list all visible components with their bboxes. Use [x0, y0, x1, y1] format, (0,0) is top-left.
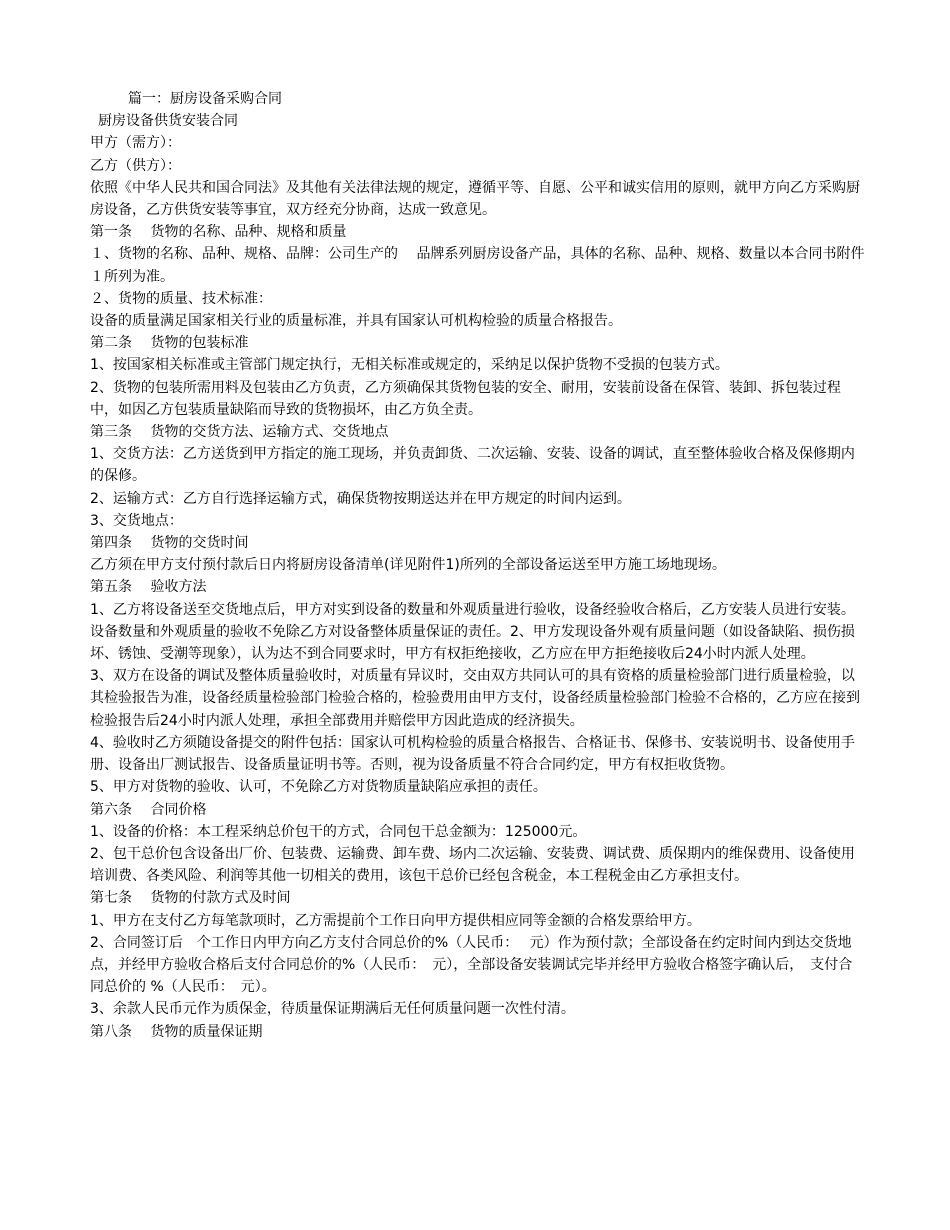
- article-6-clause-1: 1、设备的价格：本工程采纳总价包干的方式，合同包干总金额为：125000元。: [90, 823, 587, 840]
- article-5-clause-1-2: 1、乙方将设备送至交货地点后，甲方对实到设备的数量和外观质量进行验收，设备经验收合格后，乙方安装人员进行安装。设备数量和外观质量的验收不免除乙方对设备整体质量保证的责任。2、甲方发现设备外观有质量问题（如设备缺陷、损伤损坏、锈蚀、受潮等现象），认为达不到合同要求时，甲方有权拒绝接收，乙方应在甲方拒绝接收后24小时内派人处理。: [90, 601, 855, 663]
- document-title: 篇一：厨房设备采购合同: [128, 91, 282, 107]
- article-4-heading: 第四条 货物的交货时间: [90, 535, 249, 552]
- article-8-heading: 第八条 货物的质量保证期: [90, 1023, 263, 1040]
- article-5-clause-4: 4、验收时乙方须随设备提交的附件包括：国家认可机构检验的质量合格报告、合格证书、保修书、安装说明书、设备使用手册、设备出厂测试报告、设备质量证明书等。否则，视为设备质量不符合合同约定，甲方有权拒收货物。: [90, 734, 855, 774]
- article-6-heading: 第六条 合同价格: [90, 801, 207, 818]
- article-2-heading: 第二条 货物的包装标准: [90, 335, 249, 352]
- article-6-clause-2: 2、包干总价包含设备出厂价、包装费、运输费、卸车费、场内二次运输、安装费、调试费、质保期内的维保费用、设备使用培训费、各类风险、利润等其他一切相关的费用，该包干总价已经包含税金，本工程税金由乙方承担支付。: [90, 845, 855, 885]
- article-7-clause-1: 1、甲方在支付乙方每笔款项时，乙方需提前个工作日向甲方提供相应同等金额的合格发票给甲方。: [90, 912, 701, 929]
- article-1-heading: 第一条 货物的名称、品种、规格和质量: [90, 224, 347, 241]
- party-b-line: 乙方（供方）：: [90, 157, 181, 174]
- article-3-heading: 第三条 货物的交货方法、运输方式、交货地点: [90, 424, 389, 441]
- party-a-line: 甲方（需方）：: [90, 135, 181, 152]
- article-2-clause-1: 1、按国家相关标准或主管部门规定执行，无相关标准或规定的，采纳足以保护货物不受损的包装方式。: [90, 357, 729, 374]
- article-5-heading: 第五条 验收方法: [90, 579, 207, 596]
- preamble: 依照《中华人民共和国合同法》及其他有关法律法规的规定，遵循平等、自愿、公平和诚实信用的原则，就甲方向乙方采购厨房设备，乙方供货安装等事宜，双方经充分协商，达成一致意见。: [90, 179, 860, 219]
- article-4-text: 乙方须在甲方支付预付款后日内将厨房设备清单(详见附件1)所列的全部设备运送至甲方施工场地现场。: [90, 557, 726, 574]
- article-3-clause-2: 2、运输方式：乙方自行选择运输方式，确保货物按期送达并在甲方规定的时间内运到。: [90, 490, 631, 507]
- article-3-clause-3: 3、交货地点：: [90, 512, 183, 529]
- article-7-heading: 第七条 货物的付款方式及时间: [90, 890, 291, 907]
- article-7-clause-3: 3、余款人民币元作为质保金，待质量保证期满后无任何质量问题一次性付清。: [90, 1001, 575, 1018]
- article-1-clause-1: １、货物的名称、品种、规格、品牌：公司生产的 品牌系列厨房设备产品，具体的名称、品种、规格、数量以本合同书附件１所列为准。: [90, 246, 865, 285]
- article-5-clause-5: 5、甲方对货物的验收、认可，不免除乙方对货物质量缺陷应承担的责任。: [90, 779, 547, 796]
- article-3-clause-1: 1、交货方法：乙方送货到甲方指定的施工现场，并负责卸货、二次运输、安装、设备的调试，直至整体验收合格及保修期内的保修。: [90, 446, 855, 485]
- article-1-quality-text: 设备的质量满足国家相关行业的质量标准，并具有国家认可机构检验的质量合格报告。: [90, 313, 622, 330]
- article-1-clause-2: ２、货物的质量、技术标准：: [90, 290, 272, 307]
- contract-document: [90, 88, 865, 1043]
- article-5-clause-3: 3、双方在设备的调试及整体质量验收时，对质量有异议时，交由双方共同认可的具有资格的质量检验部门进行质量检验，以其检验报告为准，设备经质量检验部门检验合格的，检验费用由甲方支付，设备经质量检验部门检验不合格的，乙方应在接到检验报告后24小时内派人处理，承担全部费用并赔偿甲方因此造成的经济损失。: [90, 668, 860, 729]
- article-7-clause-2: 2、合同签订后 个工作日内甲方向乙方支付合同总价的%（人民币： 元）作为预付款；全部设备在约定时间内到达交货地点，并经甲方验收合格后支付合同总价的%（人民币： 元），全部设备安装调试完毕并经甲方验收合格签字确认后， 支付合同总价的 %（人民币： 元）。: [90, 934, 853, 996]
- document-subtitle: 厨房设备供货安装合同: [98, 113, 238, 130]
- article-2-clause-2: 2、货物的包装所需用料及包装由乙方负责，乙方须确保其货物包装的安全、耐用，安装前设备在保管、装卸、拆包装过程中，如因乙方包装质量缺陷而导致的货物损坏，由乙方负全责。: [90, 379, 841, 418]
